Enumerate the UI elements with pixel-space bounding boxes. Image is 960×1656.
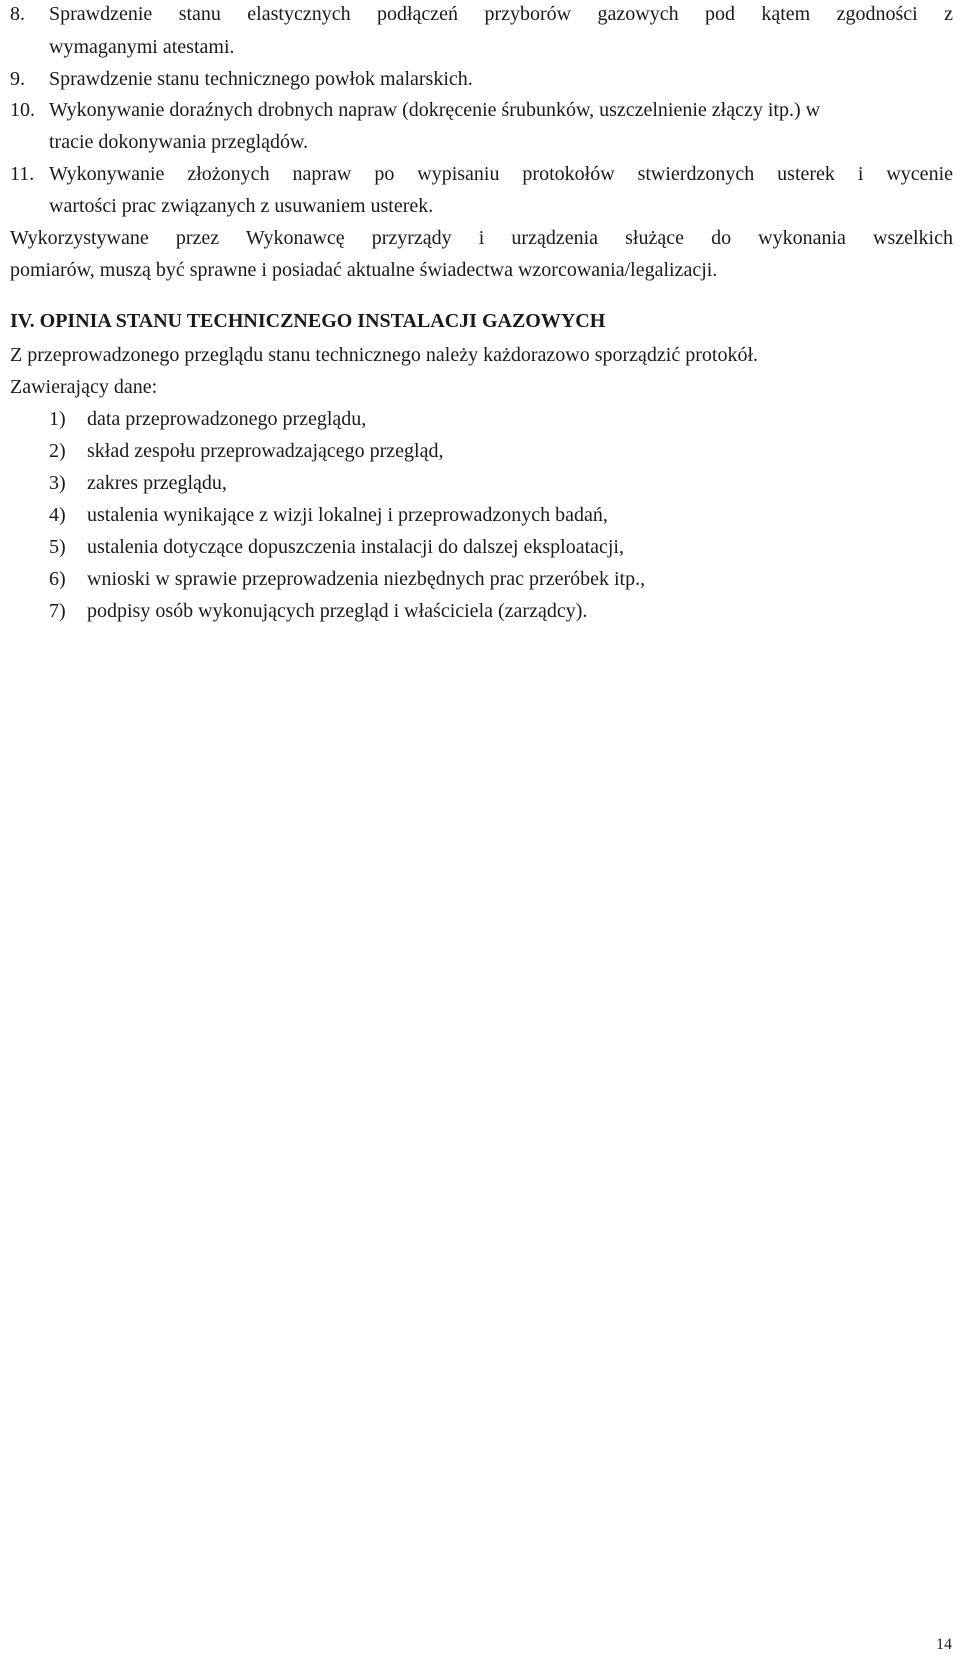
protocol-item-number: 5) (49, 536, 66, 558)
protocol-item-text: podpisy osób wykonujących przegląd i właściciela (zarządcy). (87, 600, 588, 622)
item-text-line: Sprawdzenie stanu elastycznych podłączeń przyborów gazowych pod kątem zgodności z (49, 3, 953, 25)
item-text-line: Sprawdzenie stanu technicznego powłok malarskich. (49, 68, 473, 90)
protocol-item-text: ustalenia dotyczące dopuszczenia instalacji do dalszej eksploatacji, (87, 536, 624, 558)
protocol-item-number: 3) (49, 472, 66, 494)
protocol-item-number: 4) (49, 504, 66, 526)
page-number: 14 (936, 1636, 952, 1653)
protocol-item-text: ustalenia wynikające z wizji lokalnej i przeprowadzonych badań, (87, 504, 608, 526)
item-text-line: wymaganymi atestami. (49, 36, 235, 58)
instruments-paragraph-line: Wykorzystywane przez Wykonawcę przyrządy i urządzenia służące do wykonania wszelkich (10, 227, 953, 249)
item-text-line: Wykonywanie doraźnych drobnych napraw (dokręcenie śrubunków, uszczelnienie złączy itp.) w (49, 99, 821, 121)
protocol-item-number: 6) (49, 568, 66, 590)
item-text-line: wartości prac związanych z usuwaniem usterek. (49, 195, 434, 217)
protocol-item-text: data przeprowadzonego przeglądu, (87, 408, 367, 430)
protocol-item-text: zakres przeglądu, (87, 472, 227, 494)
intro-line: Zawierający dane: (10, 376, 158, 398)
item-number: 8. (10, 3, 25, 25)
section-heading: IV. OPINIA STANU TECHNICZNEGO INSTALACJI GAZOWYCH (10, 310, 606, 332)
item-text-line: Wykonywanie złożonych napraw po wypisaniu protokołów stwierdzonych usterek i wycenie (49, 163, 953, 185)
item-number: 10. (10, 99, 35, 121)
item-number: 9. (10, 68, 25, 90)
protocol-item-number: 1) (49, 408, 66, 430)
protocol-item-text: skład zespołu przeprowadzającego przegląd, (87, 440, 444, 462)
item-text-line: tracie dokonywania przeglądów. (49, 131, 309, 153)
protocol-item-number: 7) (49, 600, 66, 622)
item-number: 11. (10, 163, 35, 185)
protocol-item-text: wnioski w sprawie przeprowadzenia niezbędnych prac przeróbek itp., (87, 568, 646, 590)
instruments-paragraph-line: pomiarów, muszą być sprawne i posiadać aktualne świadectwa wzorcowania/legalizacji. (10, 259, 718, 281)
intro-line: Z przeprowadzonego przeglądu stanu technicznego należy każdorazowo sporządzić protokół. (10, 344, 759, 366)
protocol-item-number: 2) (49, 440, 66, 462)
